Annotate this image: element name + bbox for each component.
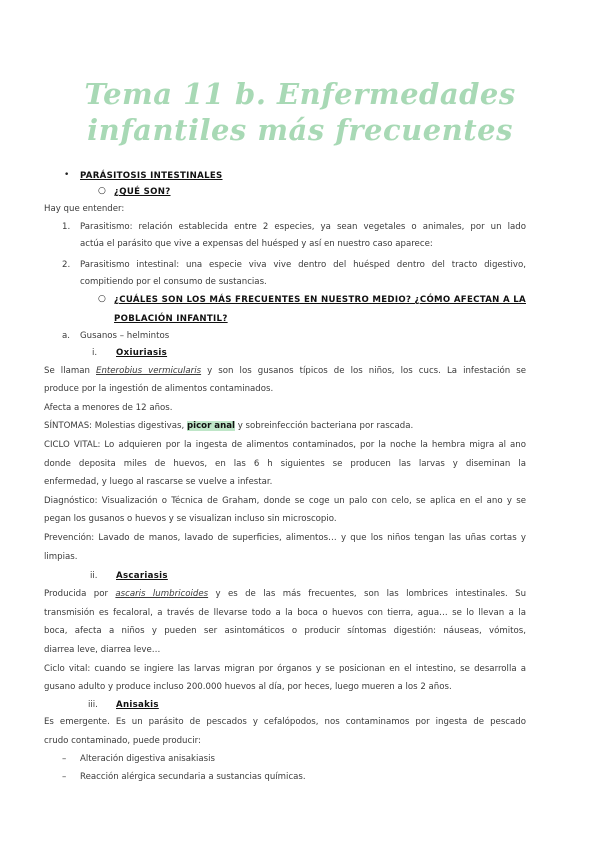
list-number: i. <box>92 348 98 358</box>
paragraph-line: Producida por ascaris lumbricoides y es de las más frecuentes, son las lombrices intestinales. Su <box>44 589 527 599</box>
question-heading: ¿QUÉ SON? <box>114 187 171 197</box>
list-number: 2. <box>62 260 71 270</box>
paragraph-line: Ciclo vital: cuando se ingiere las larvas migran por órganos y se posicionan en el intestino, se desarrolla a <box>44 664 526 674</box>
paragraph-line: Prevención: Lavado de manos, lavado de superficies, alimentos… y que los niños tengan las uñas cortas y <box>44 533 526 543</box>
list-text: Gusanos – helmintos <box>80 331 170 341</box>
bullet-icon: • <box>64 170 70 180</box>
list-number: 1. <box>62 222 71 232</box>
paragraph-line: donde deposita miles de huevos, en las 6 h siguientes se producen las larvas y diseminan la <box>44 459 526 469</box>
list-number: iii. <box>88 700 98 710</box>
paragraph-line: produce por la ingestión de alimentos contaminados. <box>44 384 274 394</box>
dash-bullet: – <box>62 772 67 782</box>
paragraph-line: diarrea leve, diarrea leve… <box>44 645 161 655</box>
section-heading: PARÁSITOSIS INTESTINALES <box>80 171 223 181</box>
list-item: Alteración digestiva anisakiasis <box>80 754 215 764</box>
document-title-line-1: Tema 11 b. Enfermedades <box>84 77 516 111</box>
paragraph-line: gusano adulto y produce incluso 200.000 huevos al día, por heces, luego mueren a los 2 años. <box>44 682 452 692</box>
paragraph-line: Afecta a menores de 12 años. <box>44 403 173 413</box>
paragraph-line: transmisión es fecaloral, a través de llevarse todo a la boca o huevos con tierra, agua… se lo llevan a la <box>44 608 526 618</box>
paragraph-line: boca, afecta a niños y pueden ser asintomáticos o producir síntomas digestión: náuseas, vómitos, <box>44 626 526 636</box>
paragraph-line: Se llaman Enterobius vermicularis y son los gusanos típicos de los niños, los cucs. La infestación se <box>44 366 526 376</box>
paragraph-line: pegan los gusanos o huevos y se visualizan incluso sin microscopio. <box>44 514 337 524</box>
circle-bullet-icon: ○ <box>98 186 106 196</box>
question-heading: POBLACIÓN INFANTIL? <box>114 314 228 324</box>
question-heading: ¿CUÁLES SON LOS MÁS FRECUENTES EN NUESTRO MEDIO? ¿CÓMO AFECTAN A LA <box>114 295 526 305</box>
subsection-heading: Anisakis <box>116 700 159 710</box>
list-number: ii. <box>90 571 98 581</box>
paragraph-line: CICLO VITAL: Lo adquieren por la ingesta de alimentos contaminados, por la noche la hembra migra al ano <box>44 440 526 450</box>
circle-bullet-icon: ○ <box>98 294 106 304</box>
dash-bullet: – <box>62 754 67 764</box>
paragraph-line: SÍNTOMAS: Molestias digestivas, picor anal y sobreinfección bacteriana por rascada. <box>44 421 414 431</box>
subsection-heading: Ascariasis <box>116 571 168 581</box>
intro-text: Hay que entender: <box>44 204 125 214</box>
document-title-line-2: infantiles más frecuentes <box>87 113 513 147</box>
definition-text: Parasitismo: relación establecida entre 2 especies, ya sean vegetales o animales, por un lado <box>80 222 526 232</box>
definition-text: Parasitismo intestinal: una especie viva vive dentro del huésped dentro del tracto digestivo, <box>80 260 526 270</box>
list-letter: a. <box>62 331 70 341</box>
paragraph-line: Diagnóstico: Visualización o Técnica de Graham, donde se coge un palo con celo, se aplica en el ano y se <box>44 496 526 506</box>
definition-text: actúa el parásito que vive a expensas del huésped y así en nuestro caso aparece: <box>80 239 433 249</box>
paragraph-line: Es emergente. Es un parásito de pescados y cefalópodos, nos contaminamos por ingesta de pescado <box>44 717 526 727</box>
subsection-heading: Oxiuriasis <box>116 348 168 358</box>
list-item: Reacción alérgica secundaria a sustancias químicas. <box>80 772 306 782</box>
definition-text: compitiendo por el consumo de sustancias. <box>80 277 267 287</box>
paragraph-line: enfermedad, y luego al rascarse se vuelve a infestar. <box>44 477 273 487</box>
paragraph-line: crudo contaminado, puede producir: <box>44 736 201 746</box>
paragraph-line: limpias. <box>44 552 78 562</box>
